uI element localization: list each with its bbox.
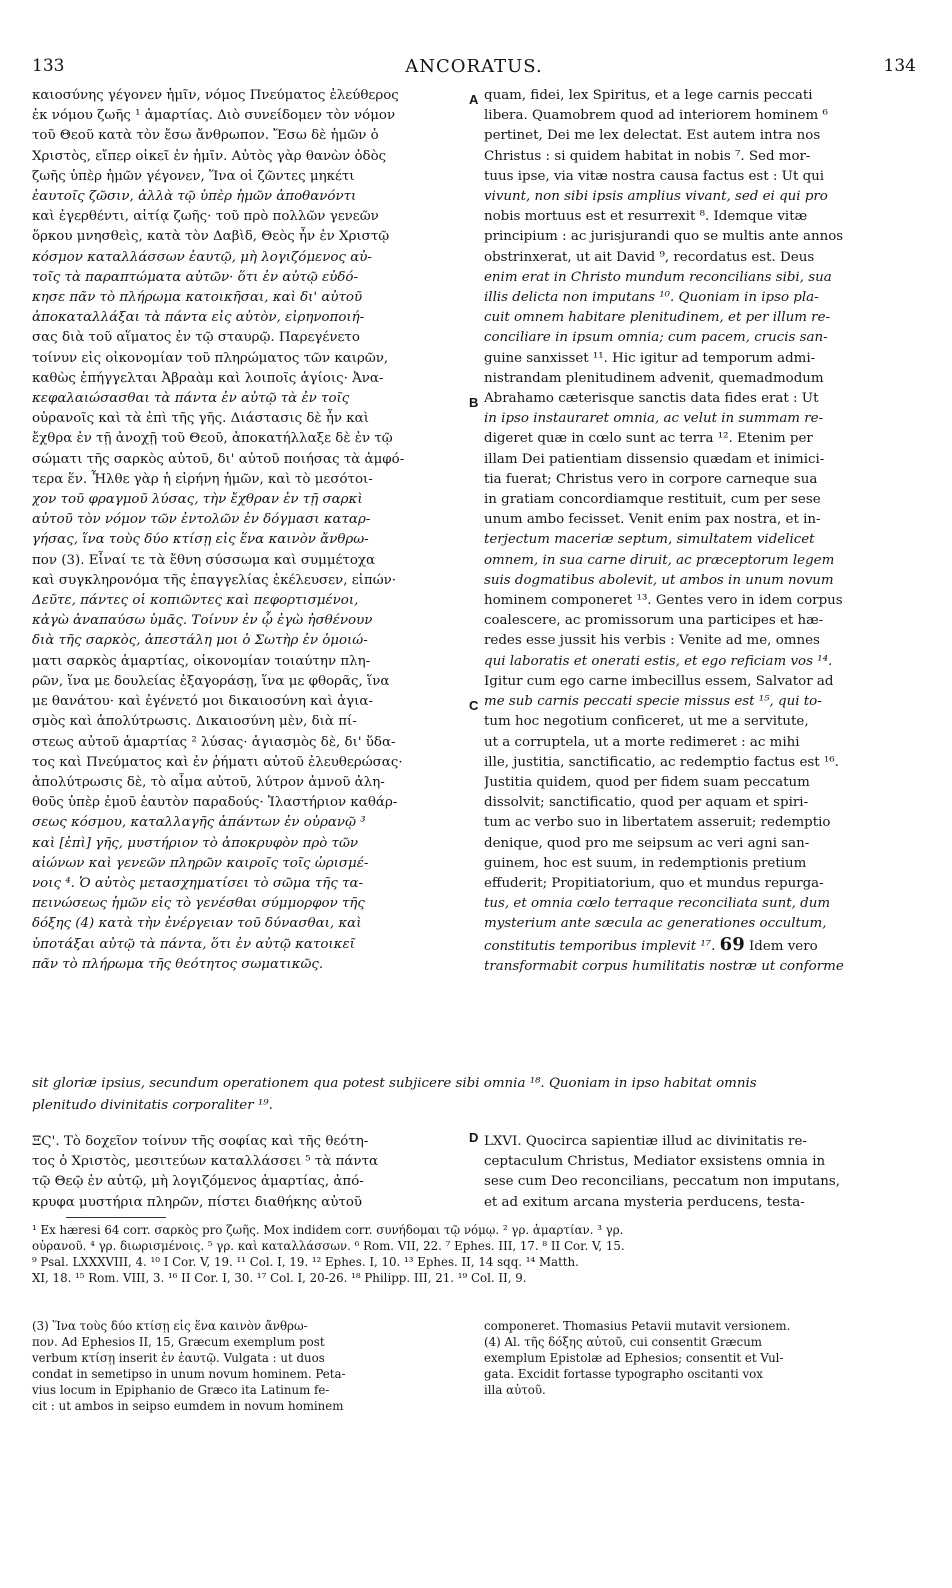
latin-line: ille, justitia, sanctificatio, ac redemptio factus est ¹⁶. [484, 754, 839, 770]
greek-section-66 [32, 1132, 468, 1213]
span-prefix: sit gloriæ ipsius, secundum operationem qua potest [32, 1076, 390, 1091]
latin-line: Abrahamo cæterisque sanctis data fides erat : Ut [484, 391, 819, 407]
greek-line: διὰ τῆς σαρκὸς, ἀπεστάλη μοι ὁ Σωτὴρ ἐν ὁμοιώ- [32, 633, 368, 649]
greek-line: Δεῦτε, πάντες οἱ κοπιῶντες καὶ πεφορτισμένοι, [32, 593, 359, 609]
greek-line: ΞϚ'. Τὸ δοχεῖον τοίνυν τῆς σοφίας καὶ τῆς θεότη- [32, 1134, 369, 1149]
latin-line: nistrandam plenitudinem advenit, quemadmodum [484, 370, 824, 386]
greek-line: ἐκ νόμου ζωῆς ¹ ἁμαρτίας. Διὸ συνείδομεν τὸν νόμον [32, 108, 396, 124]
latin-line: in ipso instauraret omnia, ac velut in summam re- [484, 411, 824, 427]
critical-note-right [484, 1318, 916, 1398]
margin-marker-d: D [469, 1130, 479, 1145]
latin-line: tum hoc negotium conficeret, ut me a servitute, [484, 714, 809, 730]
latin-column [484, 86, 916, 977]
latin-line: dissolvit; sanctificatio, quod per aquam et spiri- [484, 795, 809, 811]
note-line: gata. Excidit fortasse typographo oscitanti vox [484, 1367, 763, 1381]
greek-line: σεως κόσμου, καταλλαγῆς ἁπάντων ἐν οὐρανῷ ³ [32, 815, 366, 831]
latin-line: nobis mortuus est et resurrexit ⁸. Idemque vitæ [484, 209, 808, 225]
greek-line: κἀγὼ ἀναπαύσω ὑμᾶς. Τοίνυν ἐν ᾧ ἐγὼ ἠσθένουν [32, 613, 373, 629]
latin-line: digeret quæ in cœlo sunt ac terra ¹². Etenim per [484, 431, 813, 447]
note-line: (3) Ἵνα τοὺς δύο κτίσῃ εἰς ἕνα καινὸν ἄνθρω- [32, 1319, 308, 1333]
greek-line: τοῦ Θεοῦ κατὰ τὸν ἔσω ἄνθρωπον. Ἔσω δὲ ἡμῶν ὁ [32, 128, 379, 144]
greek-line: καθὼς ἐπήγγελται Ἀβραὰμ καὶ λοιποῖς ἁγίοις· Ἀνα- [32, 370, 384, 386]
latin-line: pertinet, Dei me lex delectat. Est autem intra nos [484, 128, 821, 144]
margin-marker-c: C [469, 698, 479, 713]
spanning-line-1 [32, 1074, 916, 1094]
greek-line: ζωῆς ὑπὲρ ἡμῶν γέγονεν, Ἵνα οἱ ζῶντες μηκέτι [32, 168, 355, 184]
note-line: (4) Al. τῆς δόξης αὐτοῦ, cui consentit Græcum [484, 1335, 762, 1349]
latin-line: coalescere, ac promissorum una participes et hæ- [484, 613, 824, 629]
greek-line: κησε πᾶν τὸ πλήρωμα κατοικῆσαι, καὶ δι' αὐτοῦ [32, 290, 363, 306]
latin-section-66 [484, 1132, 916, 1213]
greek-line: πον (3). Εἶναί τε τὰ ἔθνη σύσσωμα καὶ συμμέτοχα [32, 552, 376, 568]
latin-line: conciliare in ipsum omnia; cum pacem, crucis san- [484, 330, 828, 346]
note-line: πον. Ad Ephesios II, 15, Græcum exemplum post [32, 1335, 325, 1349]
greek-line: ρῶν, ἵνα με δουλείας ἐξαγοράσῃ, ἵνα με φθορᾶς, ἵνα [32, 673, 390, 689]
latin-line-tail: Idem vero [744, 938, 818, 954]
latin-line: ceptaculum Christus, Mediator exsistens omnia in [484, 1154, 826, 1170]
footnote-line: ⁹ Psal. LXXXVIII, 4. ¹⁰ I Cor. V, 19. ¹¹ Col. I, 19. ¹² Ephes. I, 10. ¹³ Ephes. II, 14 sqq. ¹⁴ Matth. [32, 1255, 579, 1269]
latin-line: libera. Quamobrem quod ad interiorem hominem ⁶ [484, 108, 828, 124]
latin-line: Christus : si quidem habitat in nobis ⁷. Sed mor- [484, 148, 811, 164]
latin-line: sese cum Deo reconcilians, peccatum non imputans, [484, 1174, 841, 1190]
greek-line: γήσας, ἵνα τοὺς δύο κτίσῃ εἰς ἕνα καινὸν ἄνθρω- [32, 532, 369, 548]
latin-line: me sub carnis peccati specie missus est ¹⁵, qui to- [484, 694, 822, 710]
latin-line: tuus ipse, via vitæ nostra causa factus est : Ut qui [484, 168, 825, 184]
page-number-right: 134 [883, 56, 916, 76]
greek-line: ἑαυτοῖς ζῶσιν, ἀλλὰ τῷ ὑπὲρ ἡμῶν ἀποθανόντι [32, 189, 357, 205]
greek-line: στεως αὐτοῦ ἁμαρτίας ² λύσας· ἁγιασμὸς δὲ, δι' ὕδα- [32, 734, 396, 750]
greek-column [32, 86, 468, 975]
greek-line: τοῖς τὰ παραπτώματα αὐτῶν· ὅτι ἐν αὐτῷ εὐδό- [32, 269, 358, 285]
latin-line: guine sanxisset ¹¹. Hic igitur ad temporum admi- [484, 350, 816, 366]
latin-line: suis dogmatibus abolevit, ut ambos in unum novum [484, 572, 834, 588]
span-text: plenitudo divinitatis corporaliter ¹⁹. [32, 1098, 273, 1113]
latin-line: transformabit corpus humilitatis nostræ ut conforme [484, 958, 844, 974]
latin-line: tum ac verbo suo in libertatem asseruit; redemptio [484, 815, 831, 831]
greek-line: κρυφα μυστήρια πληρῶν, πίστει διαθήκης αὐτοῦ [32, 1194, 363, 1210]
greek-line: θοῦς ὑπὲρ ἐμοῦ ἑαυτὸν παραδούς· Ἱλαστήριον καθάρ- [32, 795, 398, 811]
latin-line: enim erat in Christo mundum reconcilians sibi, sua [484, 269, 832, 285]
latin-line: tia fuerat; Christus vero in corpore carneque sua [484, 471, 818, 487]
latin-line: quam, fidei, lex Spiritus, et a lege carnis peccati [484, 88, 813, 103]
greek-line: σώματι τῆς σαρκὸς αὐτοῦ, δι' αὐτοῦ ποιήσας τὰ ἀμφό- [32, 451, 405, 467]
latin-line: unum ambo fecisset. Venit enim pax nostra, et in- [484, 512, 821, 528]
greek-line: σας διὰ τοῦ αἵματος ἐν τῷ σταυρῷ. Παρεγένετο [32, 330, 360, 346]
greek-line: τος ὁ Χριστὸς, μεσιτεύων καταλλάσσει ⁵ τὰ πάντα [32, 1154, 379, 1170]
latin-line: obstrinxerat, ut ait David ⁹, recordatus est. Deus [484, 249, 815, 265]
greek-line: καιοσύνης γέγονεν ἡμῖν, νόμος Πνεύματος ἐλεύθερος [32, 88, 399, 103]
page-number-left: 133 [32, 56, 65, 76]
latin-line-text: constitutis temporibus implevit ¹⁷. [484, 938, 716, 954]
latin-line: et ad exitum arcana mysteria perducens, testa- [484, 1194, 805, 1210]
latin-line-69 [484, 935, 916, 957]
greek-line: τῷ Θεῷ ἐν αὐτῷ, μὴ λογιζόμενος ἁμαρτίας, ἀπό- [32, 1174, 364, 1190]
margin-marker-b: B [469, 395, 479, 410]
running-header [32, 56, 916, 82]
note-line: exemplum Epistolæ ad Ephesios; consentit et Vul- [484, 1351, 784, 1365]
latin-line: hominem componeret ¹³. Gentes vero in idem corpus [484, 593, 843, 609]
latin-line: tus, et omnia cœlo terraque reconciliata sunt, dum [484, 896, 831, 912]
note-line: illa αὐτοῦ. [484, 1383, 546, 1397]
note-line: condat in semetipso in unum novum hominem. Peta- [32, 1367, 346, 1381]
footnote-line: XI, 18. ¹⁵ Rom. VIII, 3. ¹⁶ II Cor. I, 30. ¹⁷ Col. I, 20-26. ¹⁸ Philipp. III, 21. ¹⁹ Col. II, 9. [32, 1271, 527, 1285]
greek-line: χον τοῦ φραγμοῦ λύσας, τὴν ἔχθραν ἐν τῇ σαρκὶ [32, 492, 363, 508]
greek-line: καὶ συγκληρονόμα τῆς ἐπαγγελίας ἐκέλευσεν, εἰπών· [32, 572, 397, 588]
latin-line: cuit omnem habitare plenitudinem, et per illum re- [484, 310, 831, 326]
greek-line: καὶ [ἐπὶ] γῆς, μυστήριον τὸ ἀποκρυφὸν πρὸ τῶν [32, 835, 359, 851]
greek-line: ὅρκου μνησθεὶς, κατὰ τὸν Δαβὶδ, Θεὸς ἦν ἐν Χριστῷ [32, 229, 390, 245]
note-line: cit : ut ambos in seipso eumdem in novum hominem [32, 1399, 344, 1413]
greek-line: ματι σαρκὸς ἁμαρτίας, οἰκονομίαν τοιαύτην πλη- [32, 653, 371, 669]
note-line: verbum κτίσῃ inserit ἐν ἑαυτῷ. Vulgata : ut duos [32, 1351, 325, 1365]
spanning-line-2 [32, 1096, 916, 1116]
latin-line: vivunt, non sibi ipsis amplius vivant, sed ei qui pro [484, 189, 828, 205]
footnote-line: οὐρανοῦ. ⁴ γρ. διωρισμένοις. ⁵ γρ. καὶ καταλλάσσων. ⁶ Rom. VII, 22. ⁷ Ephes. III, 17. ⁸ II Cor. V, 15. [32, 1239, 625, 1253]
note-line: vius locum in Epiphanio de Græco ita Latinum fe- [32, 1383, 330, 1397]
critical-note-left [32, 1318, 468, 1414]
latin-line: LXVI. Quocirca sapientiæ illud ac divinitatis re- [484, 1134, 807, 1149]
latin-line: in gratiam concordiamque restituit, cum per sese [484, 492, 821, 508]
latin-line: Justitia quidem, quod per fidem suam peccatum [484, 774, 810, 790]
greek-line: αὐτοῦ τὸν νόμον τῶν ἐντολῶν ἐν δόγμασι καταρ- [32, 512, 371, 528]
note-line: componeret. Thomasius Petavii mutavit versionem. [484, 1319, 791, 1333]
greek-line: αἰώνων καὶ γενεῶν πληρῶν καιροῖς τοῖς ὡρισμέ- [32, 855, 369, 871]
latin-line: ut a corruptela, ut a morte redimeret : ac mihi [484, 734, 800, 750]
greek-line: ἀποκαταλλάξαι τὰ πάντα εἰς αὐτὸν, εἰρηνοποιή- [32, 310, 365, 326]
latin-line: effuderit; Propitiatorium, quo et mundus repurga- [484, 875, 824, 891]
greek-line: τος καὶ Πνεύματος καὶ ἐν ῥήματι αὐτοῦ ἐλευθερώσας· [32, 754, 403, 770]
greek-line: ἀπολύτρωσις δὲ, τὸ αἷμα αὐτοῦ, λύτρον ἀμνοῦ ἀλη- [32, 774, 385, 790]
footnote-line: ¹ Ex hæresi 64 corr. σαρκὸς pro ζωῆς. Mox indidem corr. συνήδομαι τῷ νόμῳ. ² γρ. ἁμαρτίαν. ³ γρ. [32, 1223, 624, 1237]
latin-line: terjectum maceriæ septum, simultatem videlicet [484, 532, 815, 548]
span-suffix: subjicere sibi omnia ¹⁸. Quoniam in ipso habitat omnis [389, 1076, 757, 1091]
greek-line: ἔχθρα ἐν τῇ ἀνοχῇ τοῦ Θεοῦ, ἀποκατήλλαξε δὲ ἐν τῷ [32, 431, 393, 447]
latin-line: illis delicta non imputans ¹⁰. Quoniam in ipso pla- [484, 290, 819, 306]
column-number-69: 69 [719, 934, 745, 955]
latin-line: illam Dei patientiam dissensio quædam et inimici- [484, 451, 825, 467]
latin-line: principium : ac jurisjurandi quo se multis ante annos [484, 229, 844, 245]
greek-line: Χριστὸς, εἴπερ οἰκεῖ ἐν ἡμῖν. Αὐτὸς γὰρ θανὼν ὁδὸς [32, 148, 387, 164]
greek-line: τοίνυν εἰς οἰκονομίαν τοῦ πληρώματος τῶν καιρῶν, [32, 350, 389, 366]
margin-marker-a: A [469, 92, 479, 107]
footnote-rule [66, 1217, 166, 1218]
greek-line: κεφαλαιώσασθαι τὰ πάντα ἐν αὐτῷ τὰ ἐν τοῖς [32, 391, 350, 407]
greek-line: δόξης (4) κατὰ τὴν ἐνέργειαν τοῦ δύνασθαι, καὶ [32, 916, 362, 932]
greek-line: οὐρανοῖς καὶ τὰ ἐπὶ τῆς γῆς. Διάστασις δὲ ἦν καὶ [32, 411, 369, 427]
latin-line: Igitur cum ego carne imbecillus essem, Salvator ad [484, 673, 834, 689]
running-title: ANCORATUS. [405, 56, 543, 77]
latin-line: qui laboratis et onerati estis, et ego reficiam vos ¹⁴. [484, 653, 833, 669]
latin-line: redes esse jussit his verbis : Venite ad me, omnes [484, 633, 820, 649]
greek-line: πεινώσεως ἡμῶν εἰς τὸ γενέσθαι σύμμορφον τῆς [32, 896, 365, 912]
footnotes [32, 1222, 916, 1286]
greek-line: κόσμον καταλλάσσων ἑαυτῷ, μὴ λογιζόμενος αὐ- [32, 249, 372, 265]
latin-line: omnem, in sua carne diruit, ac præceptorum legem [484, 552, 835, 568]
greek-line: τερα ἕν. Ἦλθε γὰρ ἡ εἰρήνη ἡμῶν, καὶ τὸ μεσότοι- [32, 471, 373, 487]
greek-line: ὑποτάξαι αὐτῷ τὰ πάντα, ὅτι ἐν αὐτῷ κατοικεῖ [32, 936, 355, 952]
greek-line: με θανάτου· καὶ ἐγένετό μοι δικαιοσύνη καὶ ἁγια- [32, 694, 373, 710]
latin-line: guinem, hoc est suum, in redemptionis pretium [484, 855, 807, 871]
latin-line: mysterium ante sæcula ac generationes occultum, [484, 916, 827, 932]
greek-line: πᾶν τὸ πλήρωμα τῆς θεότητος σωματικῶς. [32, 956, 324, 972]
greek-line: σμὸς καὶ ἀπολύτρωσις. Δικαιοσύνη μὲν, διὰ πί- [32, 714, 357, 730]
latin-line: denique, quod pro me seipsum ac veri agni san- [484, 835, 810, 851]
greek-line: καὶ ἐγερθέντι, αἰτίᾳ ζωῆς· τοῦ πρὸ πολλῶν γενεῶν [32, 209, 379, 225]
greek-line: νοις ⁴. Ὁ αὐτὸς μετασχηματίσει τὸ σῶμα τῆς τα- [32, 875, 364, 891]
